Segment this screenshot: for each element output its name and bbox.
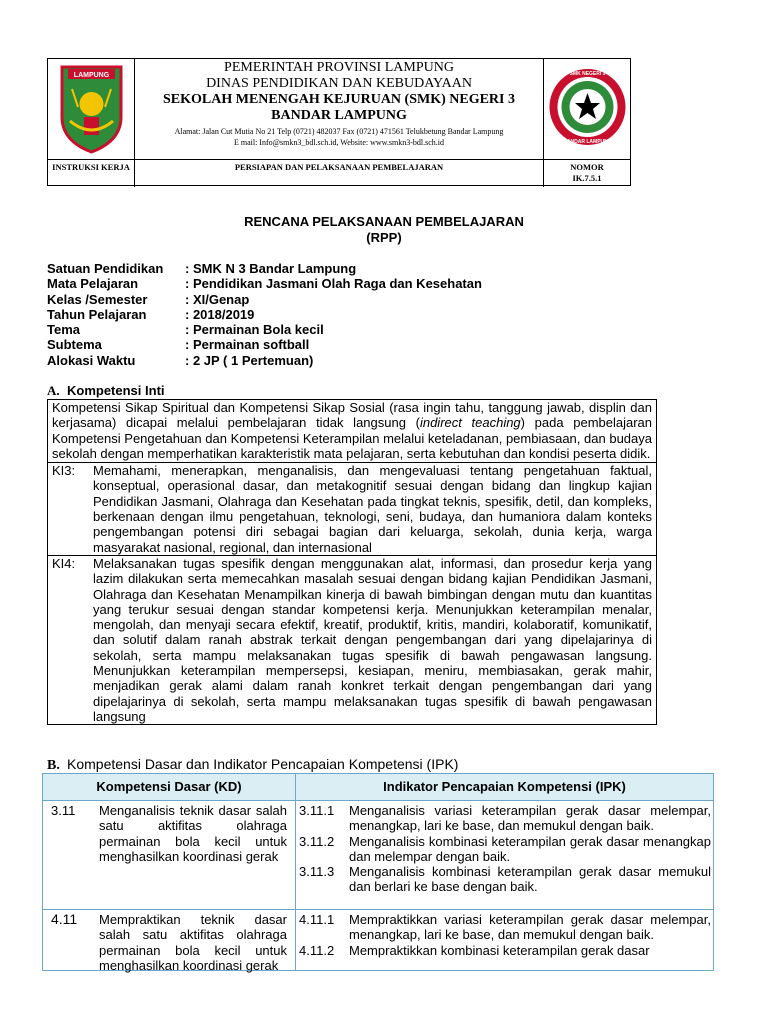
letterhead [47, 58, 631, 186]
number-value: IK.7.5.1 [572, 173, 602, 183]
identity-row: Kelas /Semester : XI/Genap [47, 291, 250, 307]
address-line: Alamat: Jalan Cut Mutia No 21 Telp (0721) 482037 Fax (0721) 471561 Telukbetung Bandar Lampung [174, 127, 504, 136]
school-logo [543, 59, 630, 159]
ki4-row: KI4: Melaksanakan tugas spesifik dengan menggunakan alat, informasi, dan prosedur kerja yang lazim dilakukan serta memecahkan masalah sesuai dengan bidang kajian Pendidikan Jasmani, Olahraga dan Kesehatan Menampilkan kinerja di bawah bimbingan dengan mutu dan kuantitas yang terukur sesuai dengan standar kompetensi kerja. Menunjukkan keterampilan menalar, mengolah, dan menyaji secara efektif, kreatif, produktif, kritis, mandiri, kolaboratif, komunikatif, dan solutif dalam ranah abstrak terkait dengan pengembangan dari yang dipelajarinya di sekolah, serta mampu melaksanakan tugas spesifik di bawah pengawasan langsung. Menunjukkan keterampilan mempersepsi, kesiapan, meniru, membiasakan, gerak mahir, menjadikan gerak alami dalam ranah konkret terkait dengan pengembangan dari yang dipelajarinya di sekolah, serta mampu melaksanakan tugas spesifik di bawah pengawasan langsung [52, 555, 652, 724]
kd-ipk-table [42, 773, 714, 971]
identity-row: Subtema : Permainan softball [47, 337, 310, 353]
svg-text:SMK NEGERI 3: SMK NEGERI 3 [569, 71, 606, 77]
gov-line: PEMERINTAH PROVINSI LAMPUNG [224, 60, 454, 75]
kd-cell: 3.11 Menganalisis teknik dasar salah satu aktifitas olahraga permainan bola kecil untuk menghasilkan koordinasi gerak [51, 803, 287, 864]
doc-title: RENCANA PELAKSANAAN PEMBELAJARAN [244, 214, 524, 229]
number-label: NOMOR [570, 162, 604, 172]
kd-row [43, 801, 713, 910]
ipk-cell [299, 803, 711, 895]
section-b-heading: B. Kompetensi Dasar dan Indikator Pencapaian Kompetensi (IPK) [47, 756, 459, 773]
instruction-cell: INSTRUKSI KERJA [48, 160, 135, 187]
identity-row: Tahun Pelajaran : 2018/2019 [47, 306, 255, 322]
kd-table-header [43, 774, 713, 801]
number-cell [543, 160, 630, 187]
lampung-logo [48, 59, 135, 159]
ipk-item: 4.11.1 Mempraktikkan variasi keterampilan gerak dasar melempar, menangkap, lari ke base, dan memukul dengan baik. [299, 912, 711, 943]
identity-row: Tema : Permainan Bola kecil [47, 322, 324, 338]
letterhead-text [135, 59, 543, 159]
ipk-column-header: Indikator Pencapaian Kompetensi (IPK) [383, 779, 626, 794]
school-emblem-icon [544, 59, 631, 159]
section-a-heading: A. Kompetensi Inti [47, 383, 165, 398]
ipk-item: 3.11.3 Menganalisis kombinasi keterampilan gerak dasar memukul dan berlari ke base dengan baik. [299, 864, 711, 895]
school-line: SEKOLAH MENENGAH KEJURUAN (SMK) NEGERI 3 [163, 92, 515, 107]
core-competency-table [47, 399, 657, 725]
lampung-logo-text: LAMPUNG [73, 72, 110, 79]
identity-row: Satuan Pendidikan : SMK N 3 Bandar Lampung [47, 261, 357, 276]
dept-line: DINAS PENDIDIKAN DAN KEBUDAYAAN [206, 76, 472, 91]
kd-row [43, 910, 713, 973]
ipk-cell [299, 912, 711, 958]
svg-text:BANDAR LAMPUNG: BANDAR LAMPUNG [563, 139, 612, 145]
identity-row: Mata Pelajaran : Pendidikan Jasmani Olah Raga dan Kesehatan [47, 276, 482, 292]
subject-cell: PERSIAPAN DAN PELAKSANAAN PEMBELAJARAN [234, 162, 444, 172]
doc-subtitle: (RPP) [366, 230, 402, 245]
identity-list [47, 261, 482, 368]
kd-cell: 4.11 Mempraktikan teknik dasar salah satu aktifitas olahraga permainan bola kecil untuk menghasilkan koordinasi gerak [51, 911, 287, 973]
ipk-item: 4.11.2 Mempraktikkan kombinasi keterampilan gerak dasar [299, 942, 650, 958]
city-line: BANDAR LAMPUNG [271, 108, 407, 123]
kd-table-body [43, 801, 713, 973]
ipk-item: 3.11.2 Menganalisis kombinasi keterampilan gerak dasar menangkap dan melempar dengan baik. [299, 833, 711, 864]
kd-column-header: Kompetensi Dasar (KD) [96, 779, 242, 794]
ki-intro: Kompetensi Sikap Spiritual dan Kompetensi Sikap Sosial (rasa ingin tahu, tanggung jawab, displin dan kerjasama) dicapai melalui pembelajaran tidak langsung (indirect teaching) pada pembelajaran Kompetensi Pengetahuan dan Kompetensi Keterampilan melalui keteladanan, pembiasaan, dan budaya sekolah dengan memperhatikan karakteristik mata pelajaran, serta kebutuhan dan kondisi peserta didik. [48, 400, 656, 463]
ki3-row: KI3: Memahami, menerapkan, menganalisis, dan mengevaluasi tentang pengetahuan faktual, konseptual, operasional dasar, dan metakognitif sesuai dengan bidang dan lingkup kajian Pendidikan Jasmani, Olahraga dan Kesehatan pada tingkat teknis, spesifik, detil, dan kompleks, berkenaan dengan ilmu pengetahuan, teknologi, seni, budaya, dan humaniora dalam konteks pengembangan potensi diri sebagai bagian dari keluarga, sekolah, dunia kerja, warga masyarakat nasional, regional, dan internasional [48, 463, 656, 556]
identity-row: Alokasi Waktu : 2 JP ( 1 Pertemuan) [47, 352, 314, 368]
letterhead-info-row [48, 159, 630, 187]
email-line: E mail: Info@smkn3_bdl.sch.id, Website: www.smkn3-bdl.sch.id [233, 138, 445, 147]
ipk-item: 3.11.1 Menganalisis variasi keterampilan gerak dasar melempar, menangkap, lari ke base, dan memukul dengan baik. [299, 803, 711, 834]
lampung-emblem-icon [48, 59, 135, 159]
